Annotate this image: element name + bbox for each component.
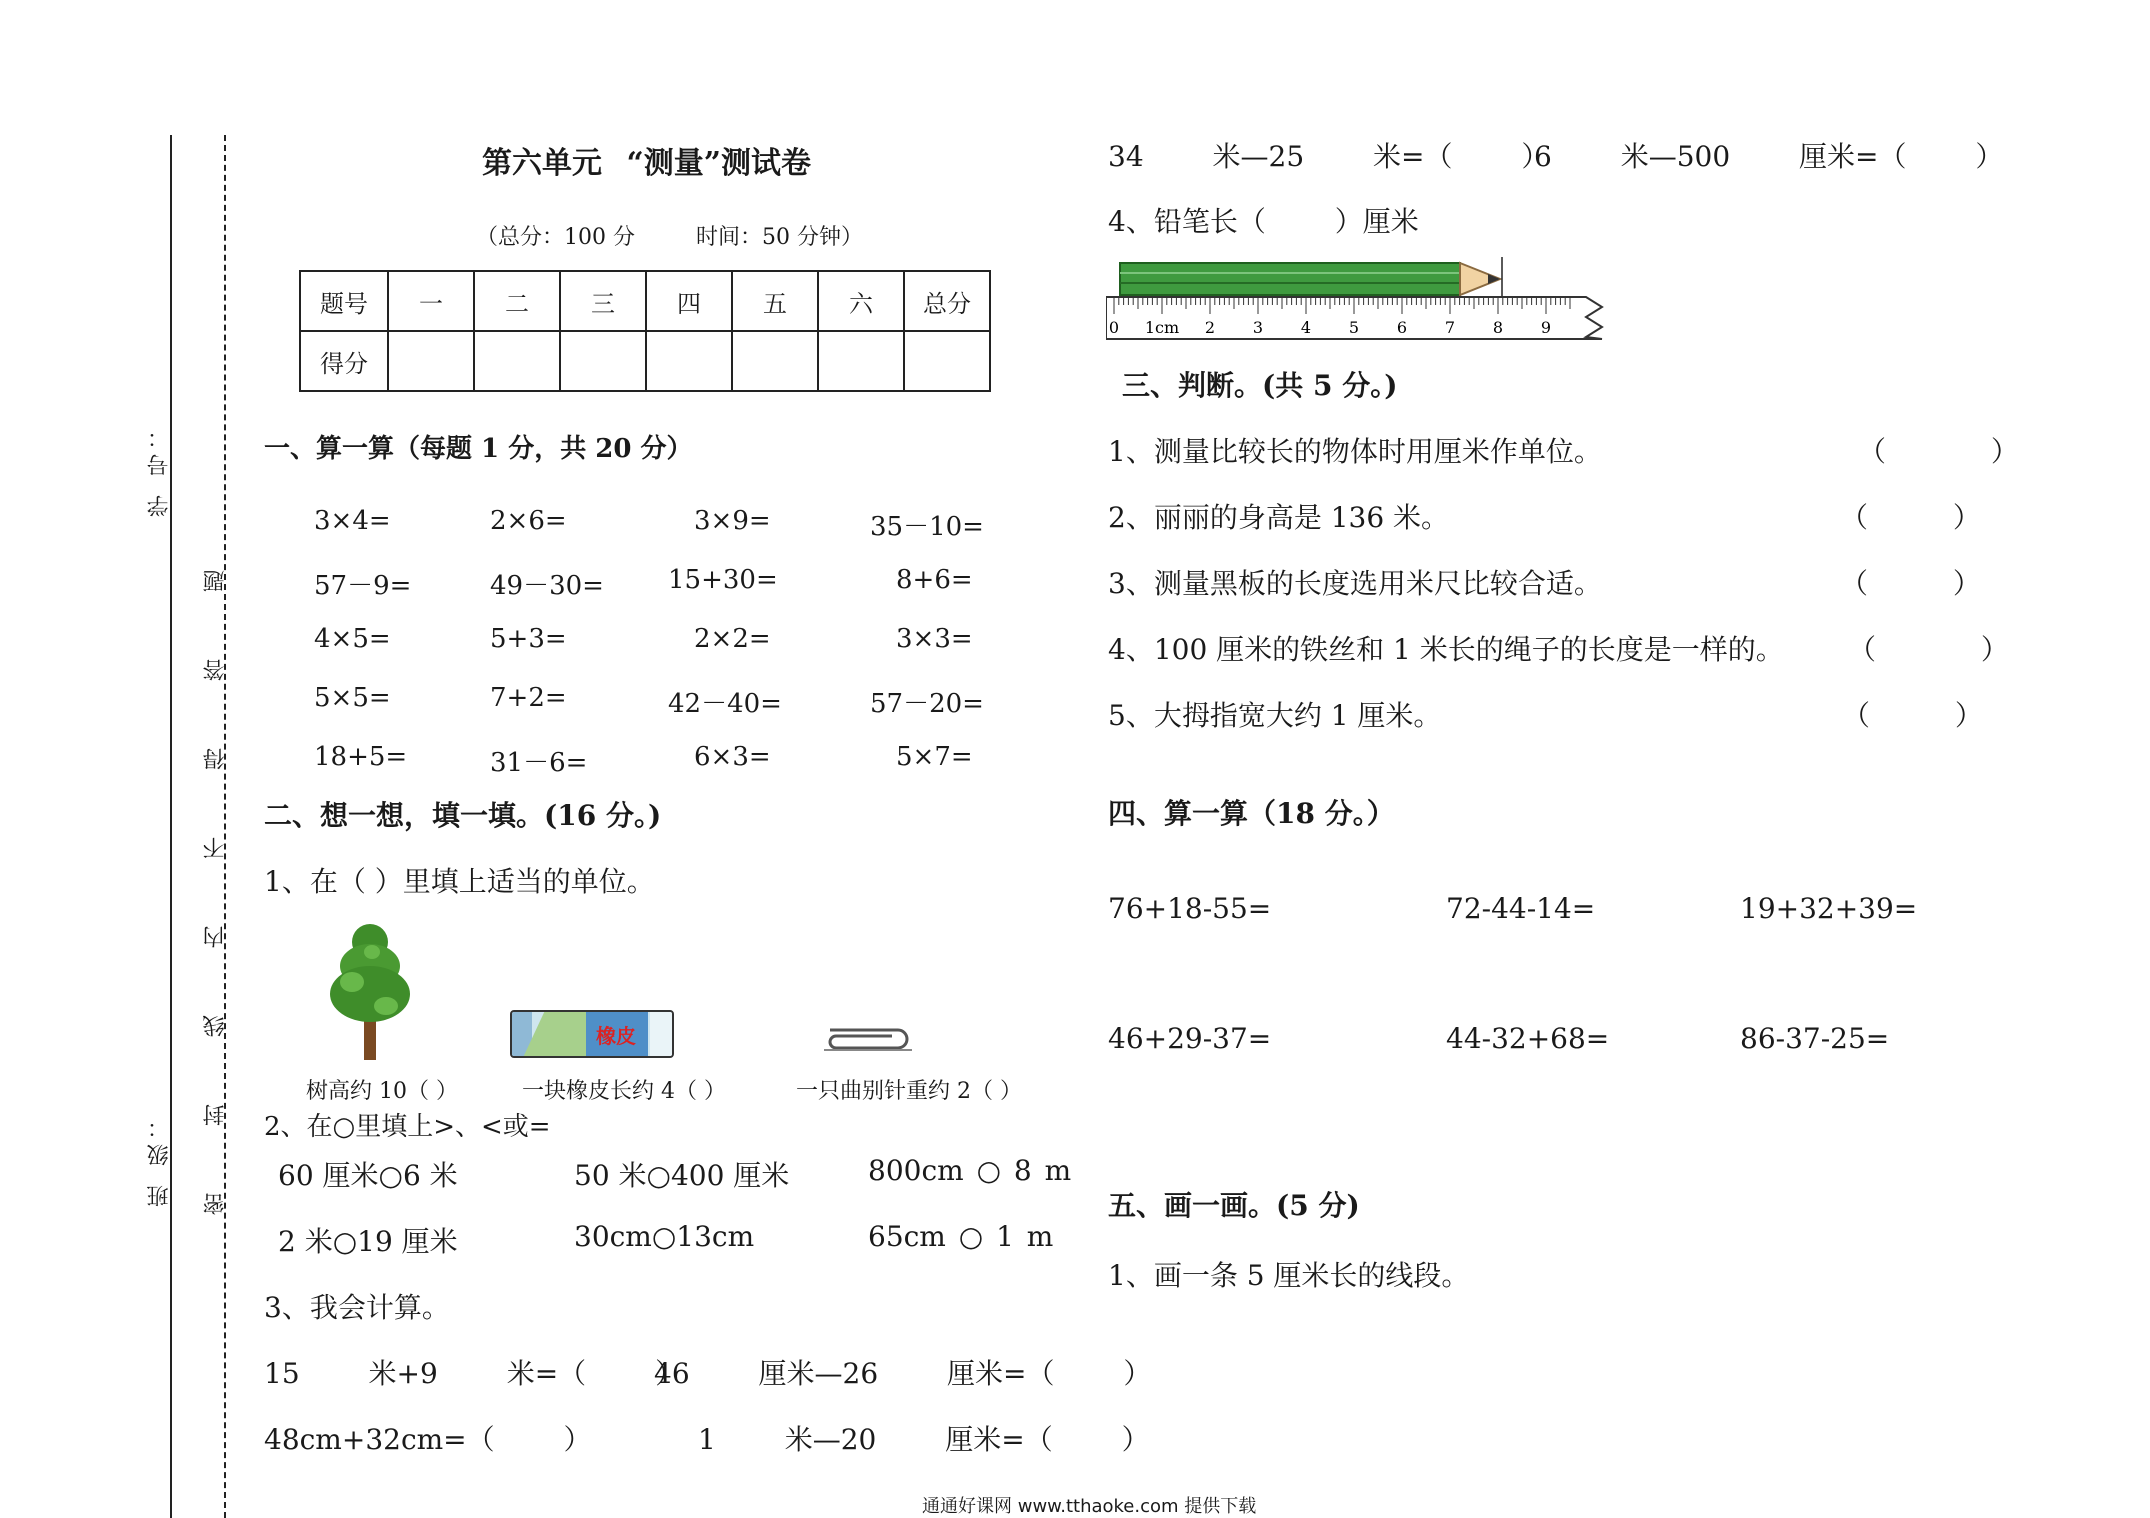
calc-expression: 19+32+39= [1740, 892, 1918, 925]
arith-item: 31－6= [490, 748, 588, 778]
score-cell[interactable] [560, 331, 646, 391]
judge-blank[interactable]: （ ） [1858, 435, 2019, 468]
paperclip-image [820, 1024, 916, 1052]
binding-line-solid [170, 135, 172, 1518]
score-cell[interactable] [474, 331, 560, 391]
seal-line-notice: 密 封 线 内 不 得 答 题 [203, 540, 228, 1215]
ruler-label: 3 [1252, 318, 1264, 337]
calc-item: 46 厘米—26 厘米=（ ） [654, 1357, 1152, 1390]
ruler-label: 2 [1204, 318, 1216, 337]
section2-q2: 2、在○里填上>、<或= [264, 1112, 551, 1142]
table-cell: 总分 [904, 271, 990, 331]
arith-item: 7+2= [490, 683, 567, 713]
compare-item: 30cm○13cm [574, 1220, 755, 1253]
compare-item: 800cm ○ 8 m [868, 1154, 1072, 1187]
calc-expression: 72-44-14= [1446, 892, 1596, 925]
score-table [299, 270, 991, 392]
calc-item: 6 米—500 厘米=（ ） [1534, 140, 2004, 173]
unit-caption: 树高约 10（ ） [306, 1079, 458, 1104]
judge-item: 2、丽丽的身高是 136 米。 [1108, 501, 1450, 534]
score-cell[interactable] [818, 331, 904, 391]
section5-q1: 1、画一条 5 厘米长的线段。 [1108, 1259, 1470, 1292]
arith-item: 35－10= [870, 512, 984, 542]
table-cell: 一 [388, 271, 474, 331]
calc-expression: 76+18-55= [1108, 892, 1272, 925]
arith-item: 2×6= [490, 506, 567, 536]
section4-heading: 四、算一算（18 分。） [1108, 797, 1395, 830]
judge-blank[interactable]: （ ） [1842, 699, 1983, 732]
arith-item: 2×2= [694, 624, 771, 654]
judge-blank[interactable]: （ ） [1840, 501, 1981, 534]
exam-title: 第六单元 “测量”测试卷 [482, 146, 811, 181]
eraser-image [510, 1010, 674, 1058]
section3-heading: 三、判断。(共 5 分。) [1122, 369, 1398, 402]
ruler-label: 6 [1396, 318, 1408, 337]
arith-item: 6×3= [694, 742, 771, 772]
arith-item: 57－9= [314, 571, 412, 601]
ruler-label: 7 [1444, 318, 1456, 337]
class-label: 班 级： [147, 1110, 172, 1207]
table-cell: 五 [732, 271, 818, 331]
judge-blank[interactable]: （ ） [1840, 567, 1981, 600]
judge-blank[interactable]: （ ） [1848, 633, 2009, 666]
arith-item: 3×3= [896, 624, 973, 654]
section5-heading: 五、画一画。(5 分) [1108, 1189, 1360, 1222]
pencil-ruler-image [1106, 255, 1616, 345]
arith-item: 5×5= [314, 683, 391, 713]
score-table-score-row [300, 331, 990, 391]
score-table-header-row [300, 271, 990, 331]
arith-item: 4×5= [314, 624, 391, 654]
judge-item: 5、大拇指宽大约 1 厘米。 [1108, 699, 1442, 732]
calc-expression: 86-37-25= [1740, 1022, 1890, 1055]
arith-item: 5+3= [490, 624, 567, 654]
student-number-label: 学 号： [147, 420, 172, 517]
ruler-label: 1cm [1144, 318, 1180, 337]
ruler-label: 8 [1492, 318, 1504, 337]
arith-item: 15+30= [668, 565, 778, 595]
calc-expression: 44-32+68= [1446, 1022, 1610, 1055]
unit-caption: 一块橡皮长约 4（ ） [522, 1079, 726, 1104]
section2-q1: 1、在（ ）里填上适当的单位。 [264, 865, 655, 898]
ruler-label: 0 [1108, 318, 1120, 337]
section1-heading: 一、算一算（每题 1 分，共 20 分） [264, 434, 693, 464]
pencil-question: 4、铅笔长（ ）厘米 [1108, 205, 1419, 238]
exam-time: 时间：50 分钟） [696, 225, 863, 250]
exam-total-score: （总分：100 分 [476, 225, 635, 250]
arith-item: 42－40= [668, 689, 782, 719]
calc-item: 48cm+32cm=（ ） [264, 1423, 592, 1456]
table-cell: 三 [560, 271, 646, 331]
calc-item: 15 米+9 米=（ ） [264, 1357, 684, 1390]
score-cell[interactable] [904, 331, 990, 391]
judge-item: 4、100 厘米的铁丝和 1 米长的绳子的长度是一样的。 [1108, 633, 1784, 666]
compare-item: 50 米○400 厘米 [574, 1159, 790, 1192]
arith-item: 3×4= [314, 506, 391, 536]
eraser-label: 橡皮 [596, 1024, 636, 1048]
arith-item: 8+6= [896, 565, 973, 595]
compare-item: 65cm ○ 1 m [868, 1220, 1054, 1253]
ruler-label: 4 [1300, 318, 1312, 337]
arith-item: 18+5= [314, 742, 408, 772]
calc-item: 34 米—25 米=（ ） [1108, 140, 1550, 173]
compare-item: 60 厘米○6 米 [278, 1159, 458, 1192]
score-cell[interactable] [388, 331, 474, 391]
table-cell: 六 [818, 271, 904, 331]
footer-source: 通通好课网 www.tthaoke.com 提供下载 [922, 1496, 1257, 1517]
judge-item: 1、测量比较长的物体时用厘米作单位。 [1108, 435, 1602, 468]
table-cell: 得分 [300, 331, 388, 391]
judge-item: 3、测量黑板的长度选用米尺比较合适。 [1108, 567, 1602, 600]
table-cell: 四 [646, 271, 732, 331]
ruler-label: 9 [1540, 318, 1552, 337]
arith-item: 3×9= [694, 506, 771, 536]
ruler-label: 5 [1348, 318, 1360, 337]
unit-caption: 一只曲别针重约 2（ ） [796, 1079, 1022, 1104]
arith-item: 5×7= [896, 742, 973, 772]
table-cell: 二 [474, 271, 560, 331]
table-cell: 题号 [300, 271, 388, 331]
compare-item: 2 米○19 厘米 [278, 1225, 458, 1258]
calc-expression: 46+29-37= [1108, 1022, 1272, 1055]
arith-item: 49－30= [490, 571, 604, 601]
tree-image [322, 922, 418, 1062]
section2-q3: 3、我会计算。 [264, 1291, 450, 1324]
score-cell[interactable] [732, 331, 818, 391]
arith-item: 57－20= [870, 689, 984, 719]
calc-item: 1 米—20 厘米=（ ） [698, 1423, 1150, 1456]
score-cell[interactable] [646, 331, 732, 391]
section2-heading: 二、想一想，填一填。(16 分。) [264, 799, 662, 832]
